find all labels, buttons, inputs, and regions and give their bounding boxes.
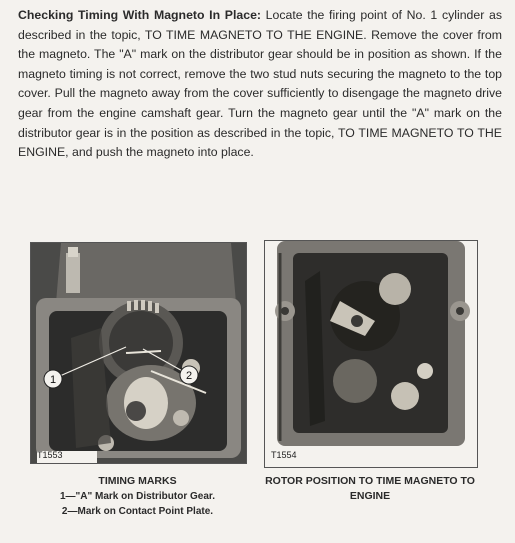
magneto-open-cover-image (31, 243, 246, 463)
callout-1: 1 (49, 374, 57, 386)
caption-item-1: 1—"A" Mark on Distributor Gear. (59, 491, 216, 502)
caption-title-left: TIMING MARKS (98, 475, 177, 487)
plate-id-t1553: T1553 (37, 450, 63, 460)
paragraph-lead: Checking Timing With Magneto In Place: (18, 8, 262, 22)
rotor-position-caption (264, 474, 476, 504)
rotor-position-photo (264, 240, 478, 468)
plate-id-t1554: T1554 (271, 450, 297, 460)
timing-marks-caption (30, 474, 245, 519)
instruction-paragraph (18, 6, 502, 163)
timing-marks-photo (30, 242, 247, 464)
magneto-rotor-image (265, 241, 477, 467)
caption-item-2: 2—Mark on Contact Point Plate. (61, 506, 214, 517)
callout-2: 2 (185, 370, 193, 382)
paragraph-body: Locate the firing point of No. 1 cylinder as described in the topic, TO TIME MAGNETO TO THE ENGINE. Remove the cover from the magneto. The "A" mark on the distributor gear should be in position as shown. If the magneto timing is not correct, remove the two stud nuts securing the magneto to the top cover. Pull the magneto away from the cover sufficiently to disengage the magneto drive gear from the engine camshaft gear. Turn the magneto gear until the "A" mark on the distributor gear is in the position as described in the topic, TO TIME MAGNETO TO THE ENGINE, and push the magneto into place. (18, 8, 502, 160)
caption-title-right: ROTOR POSITION TO TIME MAGNETO TO ENGINE (265, 475, 475, 502)
